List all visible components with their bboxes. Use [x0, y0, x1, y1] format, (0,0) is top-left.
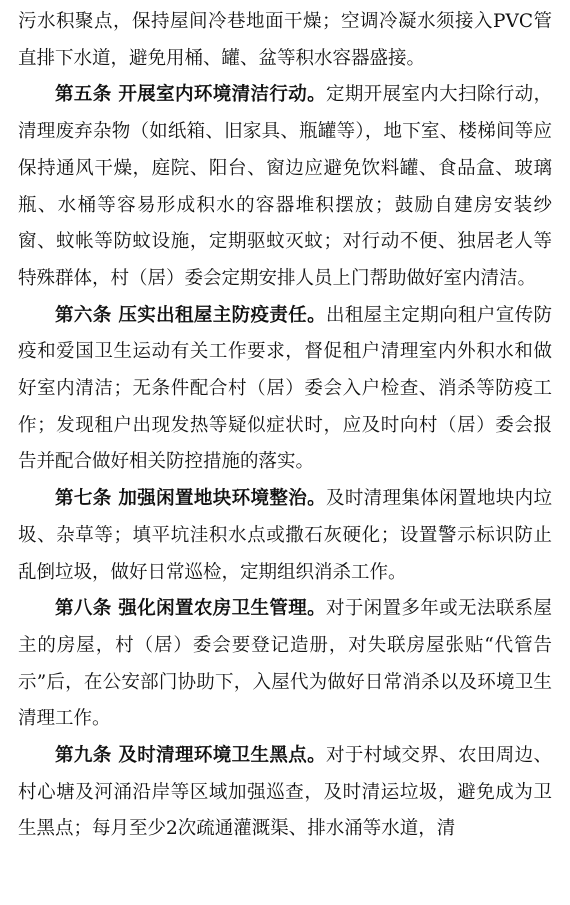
paragraph-body: 定期开展室内大扫除行动，清理废弃杂物（如纸箱、旧家具、瓶罐等），地下室、楼梯间等应保持通风干燥，庭院、阳台、窗边应避免饮料罐、食品盒、玻璃瓶、水桶等容易形成积水的容器堆积摆放；鼓励自建房安装纱窗、蚊帐等防蚊设施，定期驱蚊灭蚊；对行动不便、独居老人等特殊群体，村（居）委会定期安排人员上门帮助做好室内清洁。 — [18, 84, 552, 289]
article-heading: 第六条 压实出租屋主防疫责任。 — [55, 304, 326, 326]
article-7-paragraph — [18, 481, 552, 591]
article-heading: 第九条 及时清理环境卫生黑点。 — [55, 745, 326, 767]
paragraph-body: 及时清理集体闲置地块内垃圾、杂草等；填平坑洼积水点或撒石灰硬化；设置警示标识防止乱倒垃圾，做好日常巡检，定期组织消杀工作。 — [18, 488, 552, 583]
article-heading: 第七条 加强闲置地块环境整治。 — [55, 488, 326, 510]
paragraph-body: 污水积聚点，保持屋间冷巷地面干燥；空调冷凝水须接入PVC管直排下水道，避免用桶、罐、盆等积水容器盛接。 — [18, 11, 552, 69]
article-6-paragraph — [18, 298, 552, 482]
article-8-paragraph — [18, 591, 552, 738]
paragraph-body: 出租屋主定期向租户宣传防疫和爱国卫生运动有关工作要求，督促租户清理室内外积水和做好室内清洁；无条件配合村（居）委会入户检查、消杀等防疫工作；发现租户出现发热等疑似症状时，应及时向村（居）委会报告并配合做好相关防控措施的落实。 — [18, 304, 552, 473]
article-9-paragraph — [18, 738, 552, 848]
paragraph-continued — [18, 4, 552, 77]
article-heading: 第五条 开展室内环境清洁行动。 — [55, 84, 326, 106]
article-heading: 第八条 强化闲置农房卫生管理。 — [55, 598, 326, 620]
paragraph-body: 对于村域交界、农田周边、村心塘及河涌沿岸等区域加强巡查，及时清运垃圾，避免成为卫生黑点；每月至少2次疏通灌溉渠、排水涌等水道，清 — [18, 745, 552, 840]
paragraph-body: 对于闲置多年或无法联系屋主的房屋，村（居）委会要登记造册，对失联房屋张贴“代管告示”后，在公安部门协助下，入屋代为做好日常消杀以及环境卫生清理工作。 — [18, 598, 552, 730]
article-5-paragraph — [18, 77, 552, 297]
